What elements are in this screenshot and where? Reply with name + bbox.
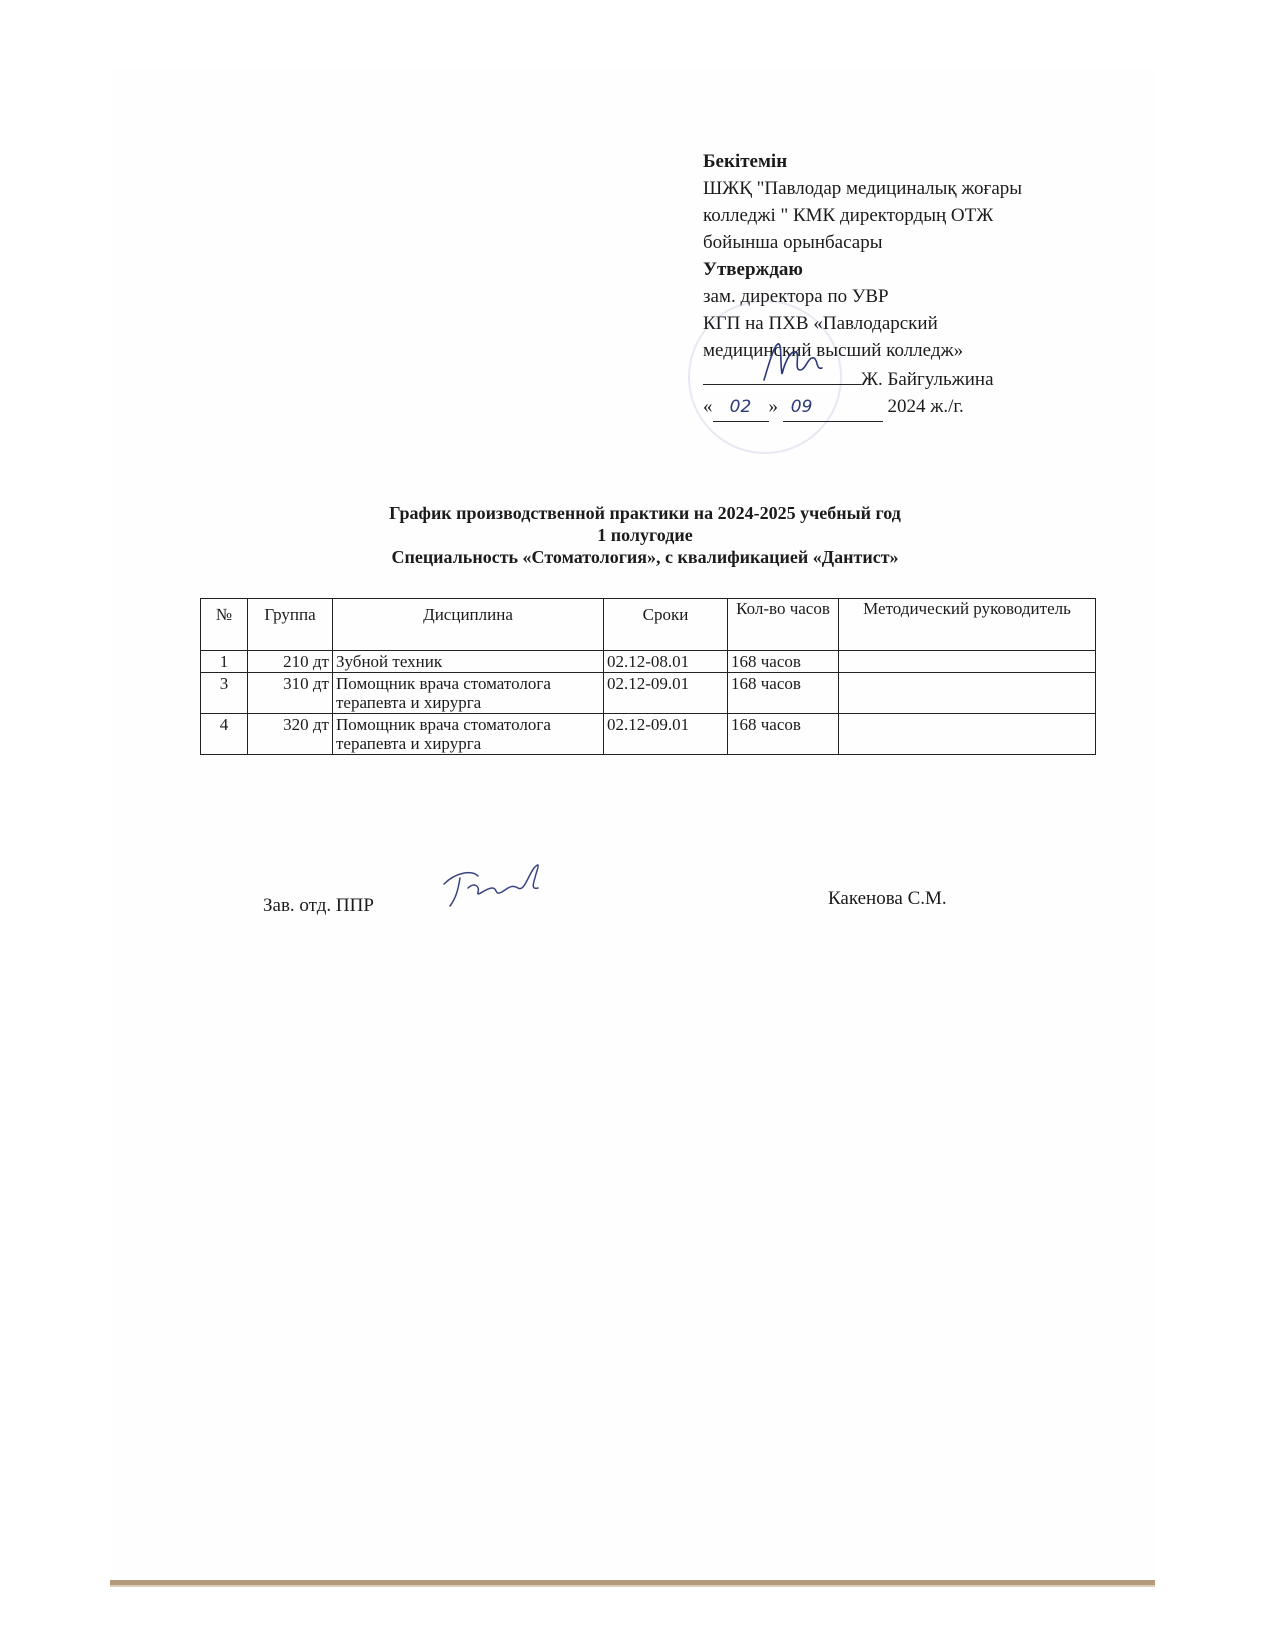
cell-group: 210 дт [248, 651, 333, 673]
table-header-row [201, 599, 1096, 651]
cell-num: 3 [201, 673, 248, 714]
director-signature-icon [760, 340, 830, 384]
cell-discipline: Зубной техник [333, 651, 604, 673]
cell-num: 1 [201, 651, 248, 673]
cell-discipline: Помощник врача стоматолога терапевта и хирурга [333, 714, 604, 755]
date-open-quote: « [703, 396, 713, 417]
header-hours: Кол-во часов [728, 599, 839, 651]
title-line: График производственной практики на 2024-2025 учебный год [389, 503, 901, 523]
header-num: № [201, 599, 248, 651]
date-close-quote: » [768, 396, 778, 417]
head-signature-icon [438, 858, 548, 910]
header-terms: Сроки [604, 599, 728, 651]
date-day: 02 [713, 394, 769, 422]
date-month: 09 [783, 394, 883, 422]
title-line: Специальность «Стоматология», с квалификацией «Дантист» [391, 547, 899, 567]
signatory-name: Ж. Байгульжина [861, 369, 994, 390]
cell-hours: 168 часов [728, 673, 839, 714]
cell-terms: 02.12-08.01 [604, 651, 728, 673]
table-row [201, 673, 1096, 714]
approval-ru-line: КГП на ПХВ «Павлодарский [703, 313, 938, 334]
approval-kz-heading: Бекітемін [703, 151, 788, 172]
approval-kz-line: колледжі " КМК директордың ОТЖ [703, 205, 994, 226]
cell-group: 310 дт [248, 673, 333, 714]
title-line: 1 полугодие [597, 525, 693, 545]
cell-hours: 168 часов [728, 651, 839, 673]
header-supervisor: Методический руководитель [839, 599, 1096, 651]
document-title [190, 502, 1100, 568]
schedule-table [200, 598, 1096, 755]
cell-supervisor [839, 714, 1096, 755]
header-discipline: Дисциплина [333, 599, 604, 651]
approval-kz-line: бойынша орынбасары [703, 232, 883, 253]
cell-group: 320 дт [248, 714, 333, 755]
header-group: Группа [248, 599, 333, 651]
approval-ru-line: зам. директора по УВР [703, 286, 889, 307]
footer-name: Какенова С.М. [828, 888, 947, 909]
date-year: 2024 ж./г. [887, 396, 964, 417]
table-row [201, 714, 1096, 755]
cell-terms: 02.12-09.01 [604, 714, 728, 755]
cell-terms: 02.12-09.01 [604, 673, 728, 714]
approval-ru-line: медицинский высший колледж» [703, 340, 964, 361]
cell-num: 4 [201, 714, 248, 755]
table-row [201, 651, 1096, 673]
approval-date [703, 393, 1083, 422]
approval-ru-heading: Утверждаю [703, 259, 803, 280]
cell-supervisor [839, 673, 1096, 714]
footer-position: Зав. отд. ППР [263, 895, 374, 916]
cell-hours: 168 часов [728, 714, 839, 755]
approval-kz-line: ШЖҚ "Павлодар медициналық жоғары [703, 178, 1023, 199]
cell-supervisor [839, 651, 1096, 673]
cell-discipline: Помощник врача стоматолога терапевта и хирурга [333, 673, 604, 714]
